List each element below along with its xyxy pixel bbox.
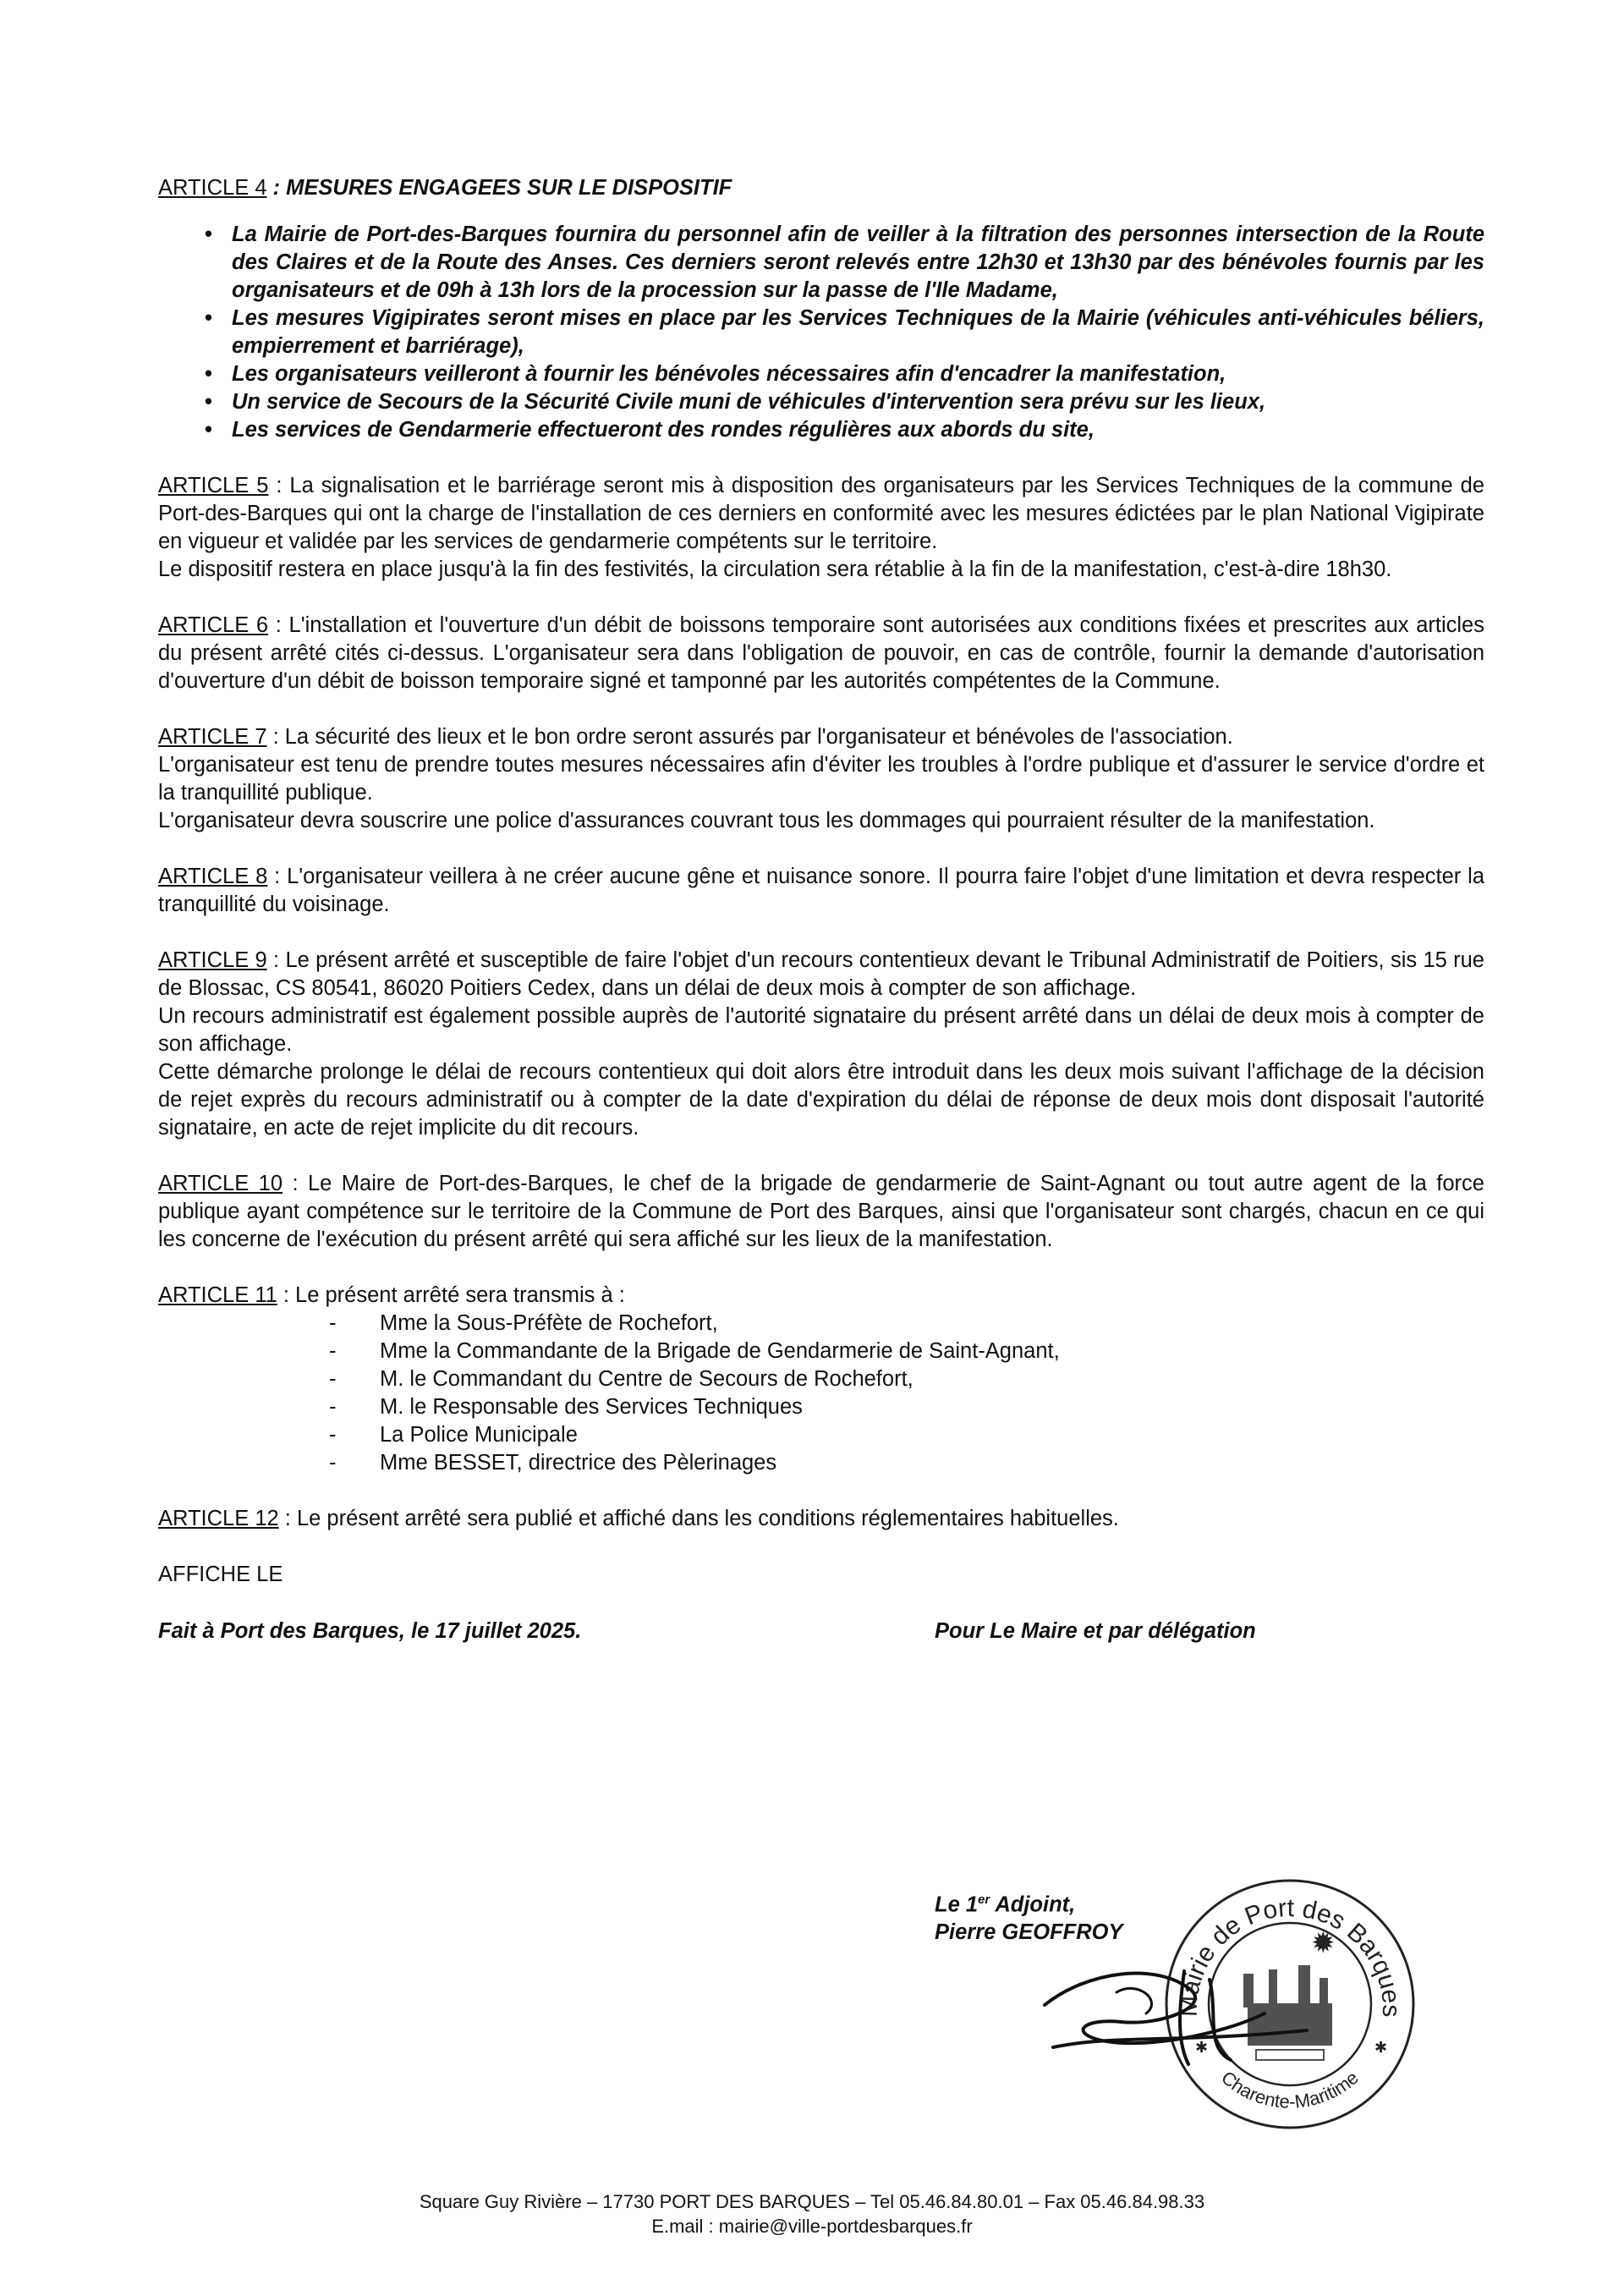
article-11-text: : Le présent arrêté sera transmis à : — [277, 1283, 625, 1307]
article-5-paragraph: Le dispositif restera en place jusqu'à la fin des festivités, la circulation sera rétablie à la fin de la manifestation, c'est-à-dire 18h30. — [158, 558, 1392, 581]
page-footer — [0, 2189, 1624, 2238]
article-10-label: ARTICLE 10 — [158, 1172, 283, 1195]
article-7-label: ARTICLE 7 — [158, 725, 267, 749]
delegation-line: Pour Le Maire et par délégation — [935, 1619, 1256, 1643]
svg-text:Mairie de Port des Barques: Mairie de Port des Barques — [1174, 1894, 1406, 2018]
article-6-text: : L'installation et l'ouverture d'un débit de boissons temporaire sont autorisées aux conditions fixées et prescrites aux articles du présent arrêté cités ci-dessus. L'organisateur sera dans l'obligation de pouvoir, en cas de contrôle, fournir la demande d'autorisation d'ouverture d'un débit de boisson temporaire signé et tamponné par les autorités compétentes de la Commune. — [158, 613, 1484, 693]
article-7-paragraph: L'organisateur devra souscrire une police d'assurances couvrant tous les dommages qui pourraient résulter de la manifestation. — [158, 809, 1375, 832]
svg-text:Charente-Maritime: Charente-Maritime — [1217, 2067, 1363, 2112]
document-body — [158, 174, 1484, 1668]
article-9 — [158, 947, 1484, 1142]
article-12-text: : Le présent arrêté sera publié et affiché dans les conditions réglementaires habituelles. — [278, 1507, 1119, 1530]
article-5 — [158, 472, 1484, 584]
article-4-measures-list — [158, 221, 1484, 444]
recipient-item: - Mme la Sous-Préfète de Rochefort, — [380, 1310, 1484, 1338]
article-7-paragraph: L'organisateur est tenu de prendre toutes mesures nécessaires afin d'éviter les troubles à l'ordre publique et d'assurer le service d'ordre et la tranquillité publique. — [158, 753, 1484, 805]
article-10-text: : Le Maire de Port-des-Barques, le chef de la brigade de gendarmerie de Saint-Agnant ou tout autre agent de la force publique ayant compétence sur le territoire de la Commune de Port des Barques, ainsi que l'organisateur sont chargés, chacun en ce qui les concerne de l'exécution du présent arrêté qui sera affiché sur les lieux de la manifestation. — [158, 1172, 1484, 1251]
signatory-role: Le 1er Adjoint, — [935, 1892, 1076, 1917]
handwritten-signature — [1036, 1954, 1315, 2073]
measure-item: • Les organisateurs veilleront à fournir les bénévoles nécessaires afin d'encadrer la manifestation, — [232, 360, 1484, 388]
measure-item: • Un service de Secours de la Sécurité Civile muni de véhicules d'intervention sera prévu sur les lieux, — [232, 388, 1484, 416]
article-4-title: MESURES ENGAGEES SUR LE DISPOSITIF — [286, 176, 732, 200]
measure-item: • Les services de Gendarmerie effectueront des rondes régulières aux abords du site, — [232, 416, 1484, 444]
article-6 — [158, 612, 1484, 695]
article-4-separator: : — [266, 176, 287, 200]
article-9-label: ARTICLE 9 — [158, 948, 267, 972]
article-9-text: : Le présent arrêté et susceptible de faire l'objet d'un recours contentieux devant le Tribunal Administratif de Poitiers, sis 15 rue de Blossac, CS 80541, 86020 Poitiers Cedex, dans un délai de deux mois à compter de son affichage. — [158, 948, 1484, 1000]
article-5-text: : La signalisation et le barriérage seront mis à disposition des organisateurs par les Services Techniques de la commune de Port-des-Barques qui ont la charge de l'installation de ces derniers en conformité avec les mesures édictées par le plan National Vigipirate en vigueur et validée par les services de gendarmerie compétents sur le territoire. — [158, 474, 1484, 553]
svg-text:✱: ✱ — [1374, 2039, 1388, 2056]
article-4-label: ARTICLE 4 — [158, 176, 267, 200]
article-8 — [158, 863, 1484, 919]
article-6-label: ARTICLE 6 — [158, 613, 269, 637]
place-date: Fait à Port des Barques, le 17 juillet 2025. — [158, 1619, 582, 1643]
article-11-label: ARTICLE 11 — [158, 1283, 277, 1307]
article-7-text: : La sécurité des lieux et le bon ordre seront assurés par l'organisateur et bénévoles de l'association. — [266, 725, 1233, 749]
article-8-text: : L'organisateur veillera à ne créer aucune gêne et nuisance sonore. Il pourra faire l'objet d'une limitation et devra respecter la tranquillité du voisinage. — [158, 865, 1485, 916]
footer-email: E.mail : mairie@ville-portdesbarques.fr — [651, 2216, 973, 2237]
article-11 — [158, 1282, 1484, 1477]
svg-text:✹: ✹ — [1311, 1927, 1336, 1959]
measure-item: • La Mairie de Port-des-Barques fournira du personnel afin de veiller à la filtration des personnes intersection de la Route des Claires et de la Route des Anses. Ces derniers seront relevés entre 12h30 et 13h30 par des bénévoles fournis par les organisateurs et de 09h à 13h lors de la procession sur la passe de l'Ile Madame, — [232, 221, 1484, 305]
article-9-paragraph: Cette démarche prolonge le délai de recours contentieux qui doit alors être introduit dans les deux mois suivant l'affichage de la décision de rejet exprès du recours administratif ou à compter de la date d'expiration du délai de réponse de deux mois dont disposait l'autorité signataire, en acte de rejet implicite du dit recours. — [158, 1060, 1484, 1140]
article-7 — [158, 723, 1484, 835]
article-8-label: ARTICLE 8 — [158, 865, 268, 888]
recipient-item: - M. le Responsable des Services Techniques — [380, 1393, 1484, 1421]
article-5-label: ARTICLE 5 — [158, 474, 269, 497]
article-4-heading — [158, 174, 1484, 202]
signatory-name: Pierre GEOFFROY — [935, 1920, 1123, 1944]
recipient-item: - M. le Commandant du Centre de Secours de Rochefort, — [380, 1365, 1484, 1393]
article-10 — [158, 1170, 1484, 1254]
recipients-list — [158, 1310, 1484, 1477]
measure-item: • Les mesures Vigipirates seront mises en place par les Services Techniques de la Mairie (véhicules anti-véhicules béliers, empierrement et barriérage), — [232, 305, 1484, 360]
footer-address: Square Guy Rivière – 17730 PORT DES BARQUES – Tel 05.46.84.80.01 – Fax 05.46.84.98.33 — [419, 2191, 1205, 2212]
recipient-item: - Mme la Commandante de la Brigade de Gendarmerie de Saint-Agnant, — [380, 1338, 1484, 1365]
affiche-le: AFFICHE LE — [158, 1563, 283, 1586]
signature-row — [158, 1618, 1484, 1668]
recipient-item: - Mme BESSET, directrice des Pèlerinages — [380, 1449, 1484, 1477]
svg-text:✱: ✱ — [1195, 2039, 1209, 2056]
recipient-item: - La Police Municipale — [380, 1421, 1484, 1449]
article-12 — [158, 1505, 1484, 1533]
article-12-label: ARTICLE 12 — [158, 1507, 279, 1530]
signatory-block — [935, 1887, 1188, 1946]
article-9-paragraph: Un recours administratif est également possible auprès de l'autorité signataire du présent arrêté dans un délai de deux mois à compter de son affichage. — [158, 1004, 1484, 1056]
